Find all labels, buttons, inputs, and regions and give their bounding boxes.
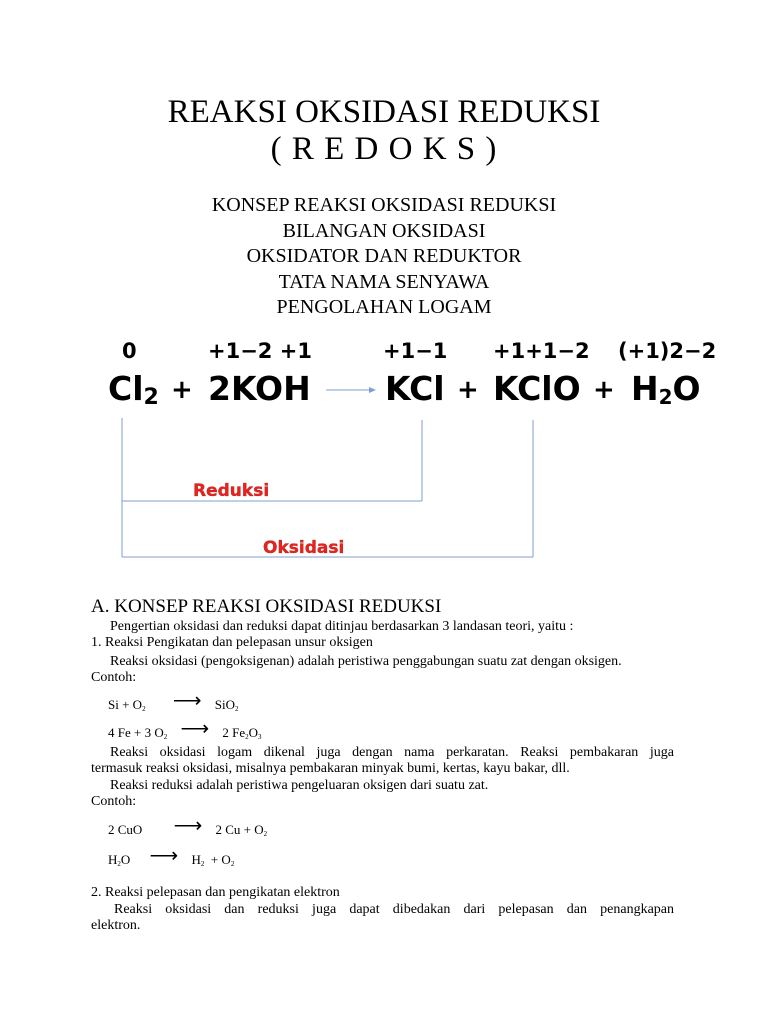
document-subtitle: ( R E D O K S ) xyxy=(270,131,498,167)
species-h2o: H2O xyxy=(631,369,701,409)
example-label: Contoh: xyxy=(91,794,137,809)
redox-diagram xyxy=(100,338,720,568)
point2-title: 2. Reaksi pelepasan dan pengikatan elektron xyxy=(91,885,340,900)
label-reduksi: Reduksi xyxy=(193,481,270,501)
rusting-paragraph-line: termasuk reaksi oksidasi, misalnya pembakaran minyak bumi, kertas, kayu bakar, dll. xyxy=(91,761,570,776)
rusting-paragraph-line: Reaksi oksidasi logam dikenal juga dengan nama perkaratan. Reaksi pembakaran juga xyxy=(110,745,674,760)
reaction-arrowhead xyxy=(369,387,376,393)
point2-text-line: elektron. xyxy=(91,918,141,933)
oxnum-kcl: +1−1 xyxy=(383,339,448,363)
document-title: REAKSI OKSIDASI REDUKSI xyxy=(167,94,601,130)
example-label: Contoh: xyxy=(91,670,137,685)
intro-text: Pengertian oksidasi dan reduksi dapat ditinjau berdasarkan 3 landasan teori, yaitu : xyxy=(110,619,574,634)
plus-sign: + xyxy=(457,375,479,405)
topic-item: KONSEP REAKSI OKSIDASI REDUKSI xyxy=(211,194,557,216)
point1-title: 1. Reaksi Pengikatan dan pelepasan unsur oksigen xyxy=(91,635,373,650)
topic-item: BILANGAN OKSIDASI xyxy=(282,219,486,242)
equation-cuo: 2 CuO ⟶ 2 $Cu + O_2$ xyxy=(108,815,268,838)
topic-list xyxy=(0,193,768,321)
topic-item: OKSIDATOR DAN REDUKTOR xyxy=(246,245,522,267)
point2-text-line: Reaksi oksidasi dan reduksi juga dapat dibedakan dari pelepasan dan penangkapan xyxy=(114,902,674,917)
species-cl2: Cl2 xyxy=(108,369,159,410)
oxnum-cl2: 0 xyxy=(122,339,137,363)
oxnum-koh: +1−2 +1 xyxy=(208,339,312,363)
equation-fe: 4 Fe + 3 $O_2$ ⟶ 2 $Fe_2O_3$ xyxy=(108,718,262,741)
plus-sign: + xyxy=(171,375,193,405)
bracket-lines xyxy=(122,418,533,557)
oxidation-definition: Reaksi oksidasi (pengoksigenan) adalah peristiwa penggabungan suatu zat dengan oksigen. xyxy=(110,654,622,669)
equation-h2o: $H_2O$ ⟶ $H_2 + O_2$ xyxy=(108,845,235,868)
oxnum-h2o: (+1)2−2 xyxy=(618,339,717,363)
species-koh: 2KOH xyxy=(208,369,311,408)
species-kcl: KCl xyxy=(385,369,445,408)
section-heading: A. KONSEP REAKSI OKSIDASI REDUKSI xyxy=(91,596,442,617)
reduction-definition: Reaksi reduksi adalah peristiwa pengeluaran oksigen dari suatu zat. xyxy=(110,778,489,793)
topic-item: TATA NAMA SENYAWA xyxy=(278,270,490,293)
label-oksidasi: Oksidasi xyxy=(263,538,345,558)
species-kclo: KClO xyxy=(493,369,581,408)
oxnum-kclo: +1+1−2 xyxy=(493,339,590,363)
equation-si: $Si + O_2$ ⟶ SiO$_2$ xyxy=(108,690,239,713)
topic-item: PENGOLAHAN LOGAM xyxy=(276,296,492,318)
plus-sign: + xyxy=(593,375,615,405)
